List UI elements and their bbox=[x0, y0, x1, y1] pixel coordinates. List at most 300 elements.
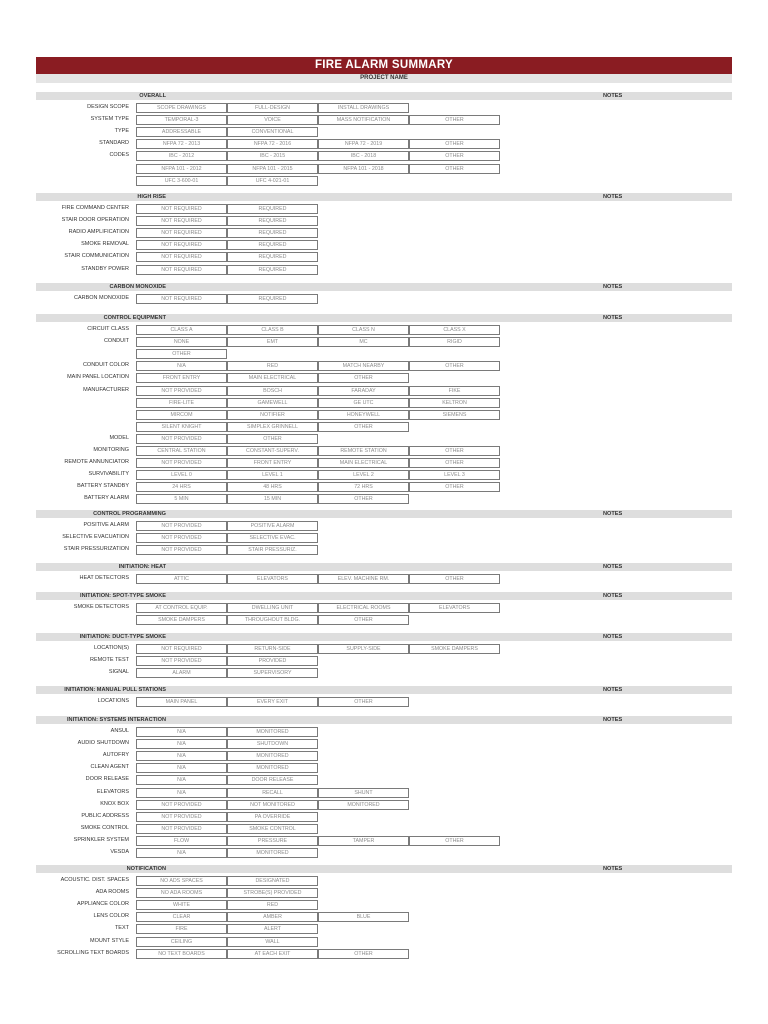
option-box[interactable]: OTHER bbox=[318, 373, 409, 383]
field-label: STAIR PRESSURIZATION bbox=[63, 546, 129, 553]
field-row bbox=[0, 799, 768, 810]
option-box[interactable]: NOT REQUIRED bbox=[136, 294, 227, 304]
option-box[interactable]: MONITORED bbox=[227, 848, 318, 858]
notes-label: NOTES bbox=[603, 315, 623, 321]
option-box[interactable]: OTHER bbox=[409, 115, 500, 125]
option-box[interactable]: MONITORED bbox=[227, 727, 318, 737]
field-row bbox=[0, 360, 768, 371]
option-box[interactable]: FIRE-LITE bbox=[136, 398, 227, 408]
project-name: PROJECT NAME bbox=[36, 74, 732, 83]
option-box[interactable]: OTHER bbox=[318, 949, 409, 959]
option-box[interactable]: ELECTRICAL ROOMS bbox=[318, 603, 409, 613]
option-box[interactable]: CLASS A bbox=[136, 325, 227, 335]
option-box[interactable]: PRESSURE bbox=[227, 836, 318, 846]
field-row bbox=[0, 696, 768, 707]
field-row bbox=[0, 264, 768, 275]
option-box[interactable]: TAMPER bbox=[318, 836, 409, 846]
field-label: CLEAN AGENT bbox=[90, 764, 129, 771]
option-box[interactable]: MC bbox=[318, 337, 409, 347]
option-box[interactable]: KELTRON bbox=[409, 398, 500, 408]
section-header bbox=[36, 865, 732, 873]
section-header bbox=[36, 314, 732, 322]
section-header bbox=[36, 193, 732, 201]
field-label: CARBON MONOXIDE bbox=[73, 295, 129, 301]
section-title: INITIATION: HEAT bbox=[118, 564, 166, 570]
field-row bbox=[0, 726, 768, 737]
option-box[interactable]: SUPERVISORY bbox=[227, 668, 318, 678]
option-box[interactable]: OTHER bbox=[318, 494, 409, 504]
field-label: ADA ROOMS bbox=[95, 889, 129, 896]
notes-label: NOTES bbox=[603, 687, 623, 693]
field-row bbox=[0, 227, 768, 238]
option-box[interactable]: NOT PROVIDED bbox=[136, 434, 227, 444]
section-title: NOTIFICATION bbox=[126, 866, 166, 872]
field-row bbox=[0, 787, 768, 798]
field-row bbox=[0, 774, 768, 785]
field-label: LOCATIONS bbox=[97, 698, 129, 704]
option-box[interactable]: FARADAY bbox=[318, 386, 409, 396]
field-row bbox=[0, 239, 768, 250]
option-box[interactable]: AT CONTROL EQUIP. bbox=[136, 603, 227, 613]
option-box[interactable]: MAIN ELECTRICAL bbox=[318, 458, 409, 468]
section-title: INITIATION: SPOT-TYPE SMOKE bbox=[80, 593, 166, 599]
option-box[interactable]: WHITE bbox=[136, 900, 227, 910]
field-label: CONDUIT COLOR bbox=[82, 362, 129, 369]
option-box[interactable]: ATTIC bbox=[136, 574, 227, 584]
option-box[interactable]: SMOKE CONTROL bbox=[227, 824, 318, 834]
field-label: RADIO AMPLIFICATION bbox=[68, 229, 129, 236]
field-row bbox=[0, 602, 768, 613]
option-box[interactable]: FRONT ENTRY bbox=[227, 458, 318, 468]
option-box[interactable]: 24 HRS bbox=[136, 482, 227, 492]
field-label: MODEL bbox=[109, 434, 129, 441]
option-box[interactable]: 5 MIN bbox=[136, 494, 227, 504]
field-label: MANUFACTURER bbox=[83, 386, 129, 393]
option-box[interactable]: REQUIRED bbox=[227, 265, 318, 275]
field-row bbox=[0, 762, 768, 773]
option-box[interactable]: NOT PROVIDED bbox=[136, 812, 227, 822]
option-box[interactable]: 72 HRS bbox=[318, 482, 409, 492]
option-box[interactable]: NOT PROVIDED bbox=[136, 800, 227, 810]
option-box[interactable]: NOT PROVIDED bbox=[136, 458, 227, 468]
field-label: ELEVATORS bbox=[96, 788, 129, 795]
option-box[interactable]: LEVEL 2 bbox=[318, 470, 409, 480]
option-box[interactable]: CEILING bbox=[136, 937, 227, 947]
option-box[interactable]: REQUIRED bbox=[227, 216, 318, 226]
option-box[interactable]: NOT REQUIRED bbox=[136, 228, 227, 238]
section-header bbox=[36, 283, 732, 291]
notes-label: NOTES bbox=[603, 564, 623, 570]
section-title: CARBON MONOXIDE bbox=[109, 284, 166, 290]
option-box[interactable]: NOT PROVIDED bbox=[136, 824, 227, 834]
option-box[interactable]: RED bbox=[227, 361, 318, 371]
field-row bbox=[0, 469, 768, 480]
field-label: SCROLLING TEXT BOARDS bbox=[57, 949, 129, 956]
option-box[interactable]: PA OVERRIDE bbox=[227, 812, 318, 822]
option-box[interactable]: TEMPORAL-3 bbox=[136, 115, 227, 125]
field-row bbox=[0, 923, 768, 934]
section-title: OVERALL bbox=[139, 93, 166, 99]
field-label: TEXT bbox=[114, 925, 129, 932]
field-label: MONITORING bbox=[93, 447, 129, 453]
field-label: SYSTEM TYPE bbox=[90, 116, 129, 123]
section-header bbox=[36, 563, 732, 571]
field-row bbox=[0, 493, 768, 504]
field-label: BATTERY ALARM bbox=[84, 495, 129, 502]
field-row bbox=[0, 102, 768, 113]
section-header bbox=[36, 92, 732, 100]
field-row bbox=[0, 126, 768, 137]
option-box[interactable]: BLUE bbox=[318, 912, 409, 922]
option-box[interactable]: NFPA 101 - 2012 bbox=[136, 164, 227, 174]
field-row bbox=[0, 114, 768, 125]
option-box[interactable]: NO ADA ROOMS bbox=[136, 888, 227, 898]
option-box[interactable]: MONITORED bbox=[227, 751, 318, 761]
option-box[interactable]: 15 MIN bbox=[227, 494, 318, 504]
option-box[interactable]: STROBE(S) PROVIDED bbox=[227, 888, 318, 898]
document-title: FIRE ALARM SUMMARY bbox=[36, 57, 732, 74]
option-box[interactable]: N/A bbox=[136, 763, 227, 773]
option-box[interactable]: MATCH NEARBY bbox=[318, 361, 409, 371]
section-title: INITIATION: DUCT-TYPE SMOKE bbox=[79, 634, 166, 640]
option-box[interactable]: CLASS N bbox=[318, 325, 409, 335]
field-label: ANSUL bbox=[110, 728, 129, 734]
option-box[interactable]: ELEV. MACHINE RM. bbox=[318, 574, 409, 584]
option-box[interactable]: LEVEL 3 bbox=[409, 470, 500, 480]
notes-label: NOTES bbox=[603, 717, 623, 723]
option-box[interactable]: CLASS B bbox=[227, 325, 318, 335]
field-row bbox=[0, 348, 768, 359]
option-box[interactable]: FIRE bbox=[136, 924, 227, 934]
field-row bbox=[0, 293, 768, 304]
notes-label: NOTES bbox=[603, 511, 623, 517]
option-box[interactable]: MASS NOTIFICATION bbox=[318, 115, 409, 125]
section-title: CONTROL PROGRAMMING bbox=[93, 511, 166, 517]
field-label: SPRINKLER SYSTEM bbox=[73, 836, 129, 843]
field-row bbox=[0, 175, 768, 186]
option-box[interactable]: OTHER bbox=[409, 151, 500, 161]
option-box[interactable]: N/A bbox=[136, 739, 227, 749]
notes-label: NOTES bbox=[603, 593, 623, 599]
option-box[interactable]: LEVEL 0 bbox=[136, 470, 227, 480]
option-box[interactable]: REQUIRED bbox=[227, 240, 318, 250]
option-box[interactable]: INSTALL DRAWINGS bbox=[318, 103, 409, 113]
option-box[interactable]: RIGID bbox=[409, 337, 500, 347]
field-row bbox=[0, 336, 768, 347]
option-box[interactable]: REMOTE STATION bbox=[318, 446, 409, 456]
field-row bbox=[0, 811, 768, 822]
option-box[interactable]: LEVEL 1 bbox=[227, 470, 318, 480]
option-box[interactable]: NOT PROVIDED bbox=[136, 545, 227, 555]
option-box[interactable]: SMOKE DAMPERS bbox=[136, 615, 227, 625]
field-row bbox=[0, 457, 768, 468]
field-row bbox=[0, 150, 768, 161]
field-label: POSITIVE ALARM bbox=[83, 522, 129, 528]
option-box[interactable]: OTHER bbox=[409, 836, 500, 846]
field-label: AUTOFRY bbox=[102, 752, 129, 759]
field-row bbox=[0, 203, 768, 214]
option-box[interactable]: SHUTDOWN bbox=[227, 739, 318, 749]
option-box[interactable]: NOT REQUIRED bbox=[136, 240, 227, 250]
field-label: TYPE bbox=[114, 128, 129, 135]
field-label: REMOTE ANNUNCIATOR bbox=[64, 459, 129, 466]
section-header bbox=[36, 510, 732, 518]
field-label: SELECTIVE EVACUATION bbox=[62, 534, 129, 541]
section-title: INITIATION: SYSTEMS INTERACTION bbox=[66, 717, 166, 723]
option-box[interactable]: ADDRESSABLE bbox=[136, 127, 227, 137]
option-box[interactable]: NOT REQUIRED bbox=[136, 204, 227, 214]
option-box[interactable]: NFPA 101 - 2018 bbox=[318, 164, 409, 174]
field-label: STANDARD bbox=[99, 140, 129, 147]
option-box[interactable]: FIKE bbox=[409, 386, 500, 396]
option-box[interactable]: SIEMENS bbox=[409, 410, 500, 420]
option-box[interactable]: REQUIRED bbox=[227, 294, 318, 304]
option-box[interactable]: OTHER bbox=[227, 434, 318, 444]
option-box[interactable]: FULL-DESIGN bbox=[227, 103, 318, 113]
option-box[interactable]: DOOR RELEASE bbox=[227, 775, 318, 785]
field-row bbox=[0, 823, 768, 834]
option-box[interactable]: CENTRAL STATION bbox=[136, 446, 227, 456]
field-row bbox=[0, 520, 768, 531]
option-box[interactable]: SUPPLY-SIDE bbox=[318, 644, 409, 654]
option-box[interactable]: CLASS X bbox=[409, 325, 500, 335]
option-box[interactable]: ELEVATORS bbox=[409, 603, 500, 613]
option-box[interactable]: OTHER bbox=[409, 164, 500, 174]
option-box[interactable]: NFPA 101 - 2015 bbox=[227, 164, 318, 174]
option-box[interactable]: POSITIVE ALARM bbox=[227, 521, 318, 531]
option-box[interactable]: UFC 4-021-01 bbox=[227, 176, 318, 186]
notes-label: NOTES bbox=[603, 634, 623, 640]
section-header bbox=[36, 686, 732, 694]
option-box[interactable]: MAIN PANEL bbox=[136, 697, 227, 707]
option-box[interactable]: OTHER bbox=[409, 361, 500, 371]
option-box[interactable]: NFPA 72 - 2016 bbox=[227, 139, 318, 149]
field-row bbox=[0, 948, 768, 959]
option-box[interactable]: NOT REQUIRED bbox=[136, 252, 227, 262]
option-box[interactable]: NONE bbox=[136, 337, 227, 347]
option-box[interactable]: MONITORED bbox=[227, 763, 318, 773]
field-row bbox=[0, 532, 768, 543]
field-row bbox=[0, 899, 768, 910]
option-box[interactable]: RECALL bbox=[227, 788, 318, 798]
option-box[interactable]: OTHER bbox=[409, 458, 500, 468]
option-box[interactable]: ELEVATORS bbox=[227, 574, 318, 584]
section-title: INITIATION: MANUAL PULL STATIONS bbox=[64, 687, 166, 693]
field-row bbox=[0, 481, 768, 492]
field-row bbox=[0, 643, 768, 654]
option-box[interactable]: REQUIRED bbox=[227, 228, 318, 238]
option-box[interactable]: CONSTANT-SUPERV. bbox=[227, 446, 318, 456]
field-row bbox=[0, 614, 768, 625]
field-label: APPLIANCE COLOR bbox=[77, 901, 129, 908]
section-title: CONTROL EQUIPMENT bbox=[103, 315, 166, 321]
field-label: SURVIVABILITY bbox=[88, 471, 129, 478]
option-box[interactable]: NFPA 72 - 2013 bbox=[136, 139, 227, 149]
field-label: ACOUSTIC. DIST. SPACES bbox=[60, 877, 129, 883]
field-row bbox=[0, 847, 768, 858]
option-box[interactable]: IBC - 2012 bbox=[136, 151, 227, 161]
option-box[interactable]: EMT bbox=[227, 337, 318, 347]
option-box[interactable]: MONITORED bbox=[318, 800, 409, 810]
option-box[interactable]: N/A bbox=[136, 727, 227, 737]
option-box[interactable]: OTHER bbox=[409, 482, 500, 492]
option-box[interactable]: NO ADS SPACES bbox=[136, 876, 227, 886]
field-row bbox=[0, 163, 768, 174]
field-label: STAIR COMMUNICATION bbox=[64, 253, 129, 260]
field-label: SMOKE CONTROL bbox=[80, 824, 129, 831]
option-box[interactable]: SIMPLEX GRINNELL bbox=[227, 422, 318, 432]
field-label: DESIGN SCOPE bbox=[87, 104, 129, 110]
option-box[interactable]: NOT PROVIDED bbox=[136, 521, 227, 531]
option-box[interactable]: REQUIRED bbox=[227, 252, 318, 262]
option-box[interactable]: MAIN ELECTRICAL bbox=[227, 373, 318, 383]
field-label: MAIN PANEL LOCATION bbox=[67, 374, 129, 381]
field-label: REMOTE TEST bbox=[89, 657, 129, 664]
field-label: STAIR DOOR OPERATION bbox=[61, 217, 129, 224]
option-box[interactable]: NO TEXT BOARDS bbox=[136, 949, 227, 959]
option-box[interactable]: N/A bbox=[136, 361, 227, 371]
field-label: AUDIO SHUTDOWN bbox=[77, 740, 129, 747]
option-box[interactable]: 48 HRS bbox=[227, 482, 318, 492]
option-box[interactable]: CONVENTIONAL bbox=[227, 127, 318, 137]
option-box[interactable]: NOTIFIER bbox=[227, 410, 318, 420]
field-row bbox=[0, 667, 768, 678]
option-box[interactable]: SILENT KNIGHT bbox=[136, 422, 227, 432]
option-box[interactable]: OTHER bbox=[318, 422, 409, 432]
option-box[interactable]: OTHER bbox=[318, 615, 409, 625]
option-box[interactable]: PROVIDED bbox=[227, 656, 318, 666]
notes-label: NOTES bbox=[603, 284, 623, 290]
option-box[interactable]: VOICE bbox=[227, 115, 318, 125]
field-label: BATTERY STANDBY bbox=[77, 483, 129, 490]
option-box[interactable]: OTHER bbox=[409, 139, 500, 149]
option-box[interactable]: NOT MONITORED bbox=[227, 800, 318, 810]
option-box[interactable]: N/A bbox=[136, 848, 227, 858]
field-row bbox=[0, 750, 768, 761]
field-label: CIRCUIT CLASS bbox=[87, 326, 129, 332]
option-box[interactable]: WALL bbox=[227, 937, 318, 947]
option-box[interactable]: SELECTIVE EVAC. bbox=[227, 533, 318, 543]
field-label: CODES bbox=[109, 152, 129, 159]
option-box[interactable]: DESIGNATED bbox=[227, 876, 318, 886]
option-box[interactable]: NOT REQUIRED bbox=[136, 644, 227, 654]
option-box[interactable]: N/A bbox=[136, 751, 227, 761]
notes-label: NOTES bbox=[603, 194, 623, 200]
section-header bbox=[36, 716, 732, 724]
field-row bbox=[0, 887, 768, 898]
field-row bbox=[0, 251, 768, 262]
field-label: SIGNAL bbox=[108, 669, 129, 676]
option-box[interactable]: ALERT bbox=[227, 924, 318, 934]
option-box[interactable]: AMBER bbox=[227, 912, 318, 922]
field-row bbox=[0, 544, 768, 555]
field-row bbox=[0, 875, 768, 886]
option-box[interactable]: SMOKE DAMPERS bbox=[409, 644, 500, 654]
field-label: SMOKE REMOVAL bbox=[81, 241, 129, 248]
option-box[interactable]: AT EACH EXIT bbox=[227, 949, 318, 959]
field-row bbox=[0, 911, 768, 922]
option-box[interactable]: NOT PROVIDED bbox=[136, 386, 227, 396]
field-row bbox=[0, 324, 768, 335]
section-header bbox=[36, 592, 732, 600]
field-row bbox=[0, 738, 768, 749]
field-label: FIRE COMMAND CENTER bbox=[61, 205, 129, 211]
field-row bbox=[0, 215, 768, 226]
option-box[interactable]: HONEYWELL bbox=[318, 410, 409, 420]
option-box[interactable]: OTHER bbox=[136, 349, 227, 359]
option-box[interactable]: NFPA 72 - 2019 bbox=[318, 139, 409, 149]
field-row bbox=[0, 385, 768, 396]
field-row bbox=[0, 835, 768, 846]
field-row bbox=[0, 445, 768, 456]
field-label: HEAT DETECTORS bbox=[79, 575, 129, 581]
option-box[interactable]: NOT PROVIDED bbox=[136, 533, 227, 543]
option-box[interactable]: UFC 3-600-01 bbox=[136, 176, 227, 186]
option-box[interactable]: CLEAR bbox=[136, 912, 227, 922]
field-label: LENS COLOR bbox=[93, 913, 129, 920]
section-header bbox=[36, 633, 732, 641]
field-row bbox=[0, 409, 768, 420]
option-box[interactable]: SCOPE DRAWINGS bbox=[136, 103, 227, 113]
option-box[interactable]: OTHER bbox=[409, 574, 500, 584]
option-box[interactable]: FRONT ENTRY bbox=[136, 373, 227, 383]
option-box[interactable]: FLOW bbox=[136, 836, 227, 846]
option-box[interactable]: ALARM bbox=[136, 668, 227, 678]
option-box[interactable]: GAMEWELL bbox=[227, 398, 318, 408]
section-title: HIGH RISE bbox=[137, 194, 166, 200]
option-box[interactable]: NOT PROVIDED bbox=[136, 656, 227, 666]
field-label: SMOKE DETECTORS bbox=[73, 604, 129, 610]
option-box[interactable]: N/A bbox=[136, 788, 227, 798]
field-row bbox=[0, 655, 768, 666]
notes-label: NOTES bbox=[603, 93, 623, 99]
field-label: DOOR RELEASE bbox=[85, 776, 129, 783]
option-box[interactable]: SHUNT bbox=[318, 788, 409, 798]
option-box[interactable]: NOT REQUIRED bbox=[136, 265, 227, 275]
option-box[interactable]: EVERY EXIT bbox=[227, 697, 318, 707]
option-box[interactable]: OTHER bbox=[409, 446, 500, 456]
option-box[interactable]: IBC - 2018 bbox=[318, 151, 409, 161]
option-box[interactable]: MIRCOM bbox=[136, 410, 227, 420]
option-box[interactable]: IBC - 2015 bbox=[227, 151, 318, 161]
option-box[interactable]: OTHER bbox=[318, 697, 409, 707]
option-box[interactable]: NOT REQUIRED bbox=[136, 216, 227, 226]
option-box[interactable]: RED bbox=[227, 900, 318, 910]
field-row bbox=[0, 138, 768, 149]
option-box[interactable]: REQUIRED bbox=[227, 204, 318, 214]
option-box[interactable]: THROUGHOUT BLDG. bbox=[227, 615, 318, 625]
option-box[interactable]: RETURN-SIDE bbox=[227, 644, 318, 654]
option-box[interactable]: BOSCH bbox=[227, 386, 318, 396]
field-row bbox=[0, 372, 768, 383]
field-label: KNOX BOX bbox=[100, 800, 129, 807]
option-box[interactable]: N/A bbox=[136, 775, 227, 785]
option-box[interactable]: GE UTC bbox=[318, 398, 409, 408]
field-label: LOCATION(S) bbox=[93, 645, 129, 651]
field-row bbox=[0, 397, 768, 408]
option-box[interactable]: STAIR PRESSURIZ. bbox=[227, 545, 318, 555]
option-box[interactable]: DWELLING UNIT bbox=[227, 603, 318, 613]
field-row bbox=[0, 936, 768, 947]
field-row bbox=[0, 573, 768, 584]
field-row bbox=[0, 433, 768, 444]
field-label: VESDA bbox=[110, 849, 129, 855]
field-label: CONDUIT bbox=[103, 338, 129, 345]
field-label: STANDBY POWER bbox=[81, 265, 129, 272]
field-label: MOUNT STYLE bbox=[89, 937, 129, 944]
notes-label: NOTES bbox=[603, 866, 623, 872]
field-label: PUBLIC ADDRESS bbox=[81, 812, 129, 819]
